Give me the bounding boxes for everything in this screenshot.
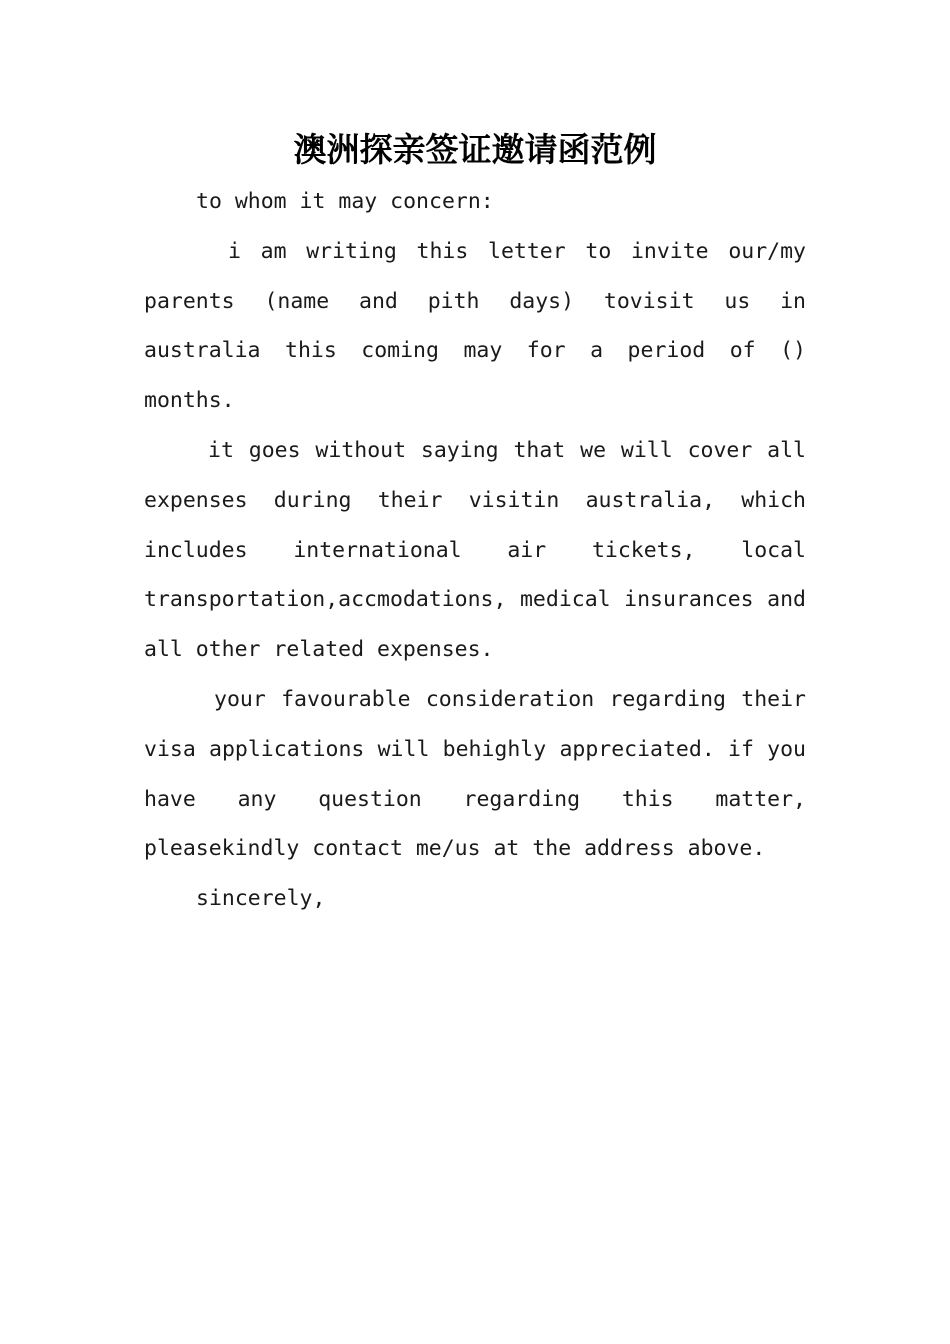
letter-closing: sincerely,	[196, 886, 326, 912]
letter-salutation: to whom it may concern:	[196, 189, 494, 214]
letter-paragraph-expenses: it goes without saying that we will cover all expenses during their visitin australia, which includes international air tickets, local transportation,accmodations, medical insurances and all other related expenses.	[144, 437, 806, 663]
letter-body	[144, 177, 806, 924]
letter-paragraph-invitation: i am writing this letter to invite our/my parents (name and pith days) tovisit us in australia this coming may for a period of () months.	[144, 238, 806, 414]
letter-paragraph-consideration: your favourable consideration regarding their visa applications will behighly appreciated. if you have any question regarding this matter, pleasekindly contact me/us at the address above.	[144, 686, 806, 862]
document-title: 澳洲探亲签证邀请函范例	[293, 130, 657, 169]
